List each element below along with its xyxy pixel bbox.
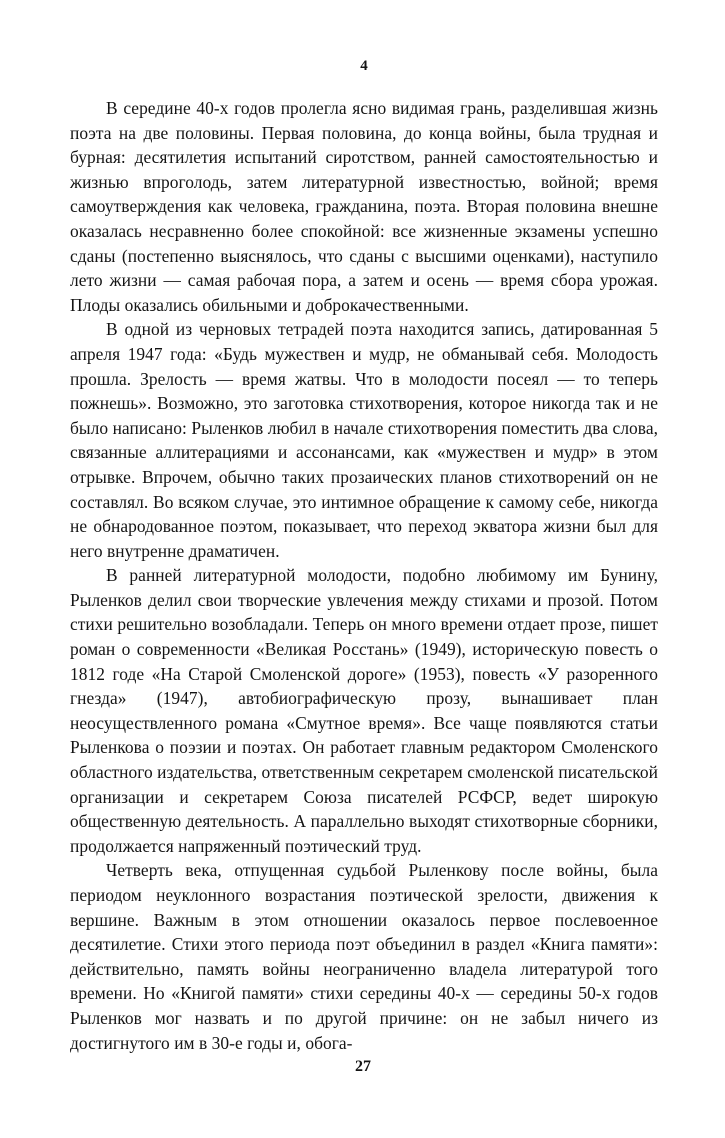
paragraph-1: В середине 40-х годов пролегла ясно видимая грань, разделившая жизнь поэта на две половины. Первая половина, до конца войны, была трудная и бурная: десятилетия испытаний сиротством, ранней самостоятельностью и жизнью впроголодь, затем литературной известностью, войной; время самоутверждения как человека, гражданина, поэта. Вторая половина внешне оказалась несравненно более спокойной: все жизненные экзамены успешно сданы (постепенно выяснялось, что сданы с высшими оценками), наступило лето жизни — самая рабочая пора, а затем и осень — время сбора урожая. Плоды оказались обильными и доброкачественными. — [70, 98, 658, 315]
body-text — [70, 96, 658, 1055]
paragraph-2: В одной из черновых тетрадей поэта находится запись, датированная 5 апреля 1947 года: «Будь мужествен и мудр, не обманывай себя. Молодость прошла. Зрелость — время жатвы. Что в молодости посеял — то теперь пожнешь». Возможно, это заготовка стихотворения, которое никогда так и не было написано: Рыленков любил в начале стихотворения поместить два слова, связанные аллитерациями и ассонансами, как «мужествен и мудр» в этом отрывке. Впрочем, обычно таких прозаических планов стихотворений он не составлял. Во всяком случае, это интимное обращение к самому себе, никогда не обнародованное поэтом, показывает, что переход экватора жизни был для него внутренне драматичен. — [70, 319, 658, 561]
paragraph-3: В ранней литературной молодости, подобно любимому им Бунину, Рыленков делил свои творческие увлечения между стихами и прозой. Потом стихи решительно возобладали. Теперь он много времени отдает прозе, пишет роман о современности «Великая Росстань» (1949), историческую повесть о 1812 годе «На Старой Смоленской дороге» (1953), повесть «У разоренного гнезда» (1947), автобиографическую прозу, вынашивает план неосуществленного романа «Смутное время». Все чаще появляются статьи Рыленкова о поэзии и поэтах. Он работает главным редактором Смоленского областного издательства, ответственным секретарем смоленской писательской организации и секретарем Союза писателей РСФСР, ведет широкую общественную деятельность. А параллельно выходят стихотворные сборники, продолжается напряженный поэтический труд. — [70, 565, 658, 856]
paragraph-4: Четверть века, отпущенная судьбой Рыленкову после войны, была периодом неуклонного возрастания поэтической зрелости, движения к вершине. Важным в этом отношении оказалось первое послевоенное десятилетие. Стихи этого периода поэт объединил в раздел «Книга памяти»: действительно, память войны неограниченно владела литературой того времени. Но «Книгой памяти» стихи середины 40-х — середины 50-х годов Рыленков мог назвать и по другой причине: он не забыл ничего из достигнутого им в 30-е годы и, обога- — [70, 860, 658, 1053]
signature-mark: 4 — [360, 58, 368, 74]
page-number: 27 — [355, 1058, 371, 1075]
